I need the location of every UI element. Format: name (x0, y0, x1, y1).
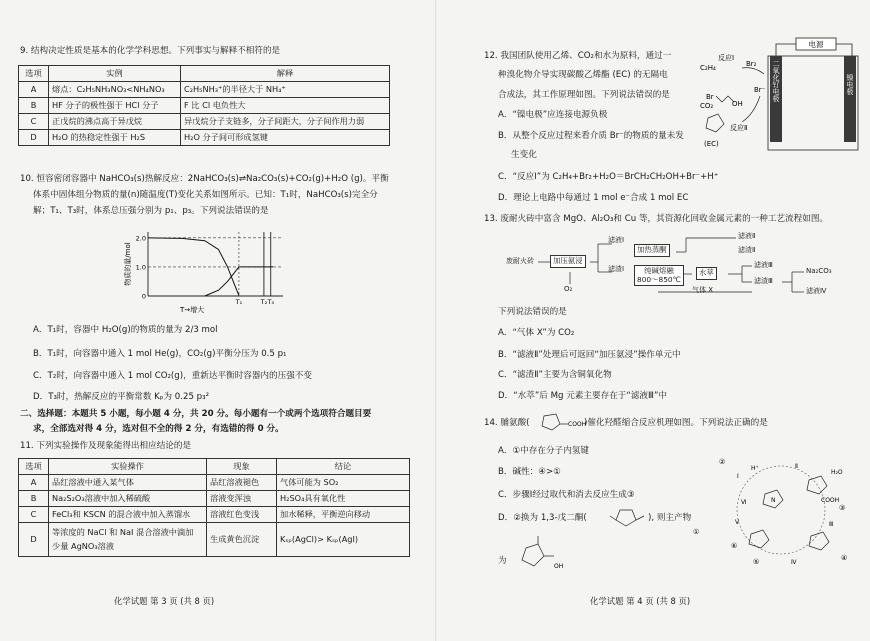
q10-option-c: C．T₂时，向容器中通入 1 mol CO₂(g)，重新达平衡时容器内的压强不变 (33, 371, 312, 381)
mech-step-3: Ⅲ (829, 521, 834, 528)
q12-option-b-cont: 生变化 (511, 150, 537, 160)
q12-diagram (698, 34, 866, 154)
footer-page4: 化学试题 第 4 页 (共 8 页) (590, 595, 691, 606)
q10-option-d: D．T₃时，热解反应的平衡常数 Kₚ为 0.25 p₃² (33, 392, 210, 402)
q11-conclusion: H₂SO₄具有氧化性 (277, 491, 410, 507)
q14-stem-post: )催化羟醛缩合反应机理如图。下列说法正确的是 (584, 418, 768, 428)
brminus-label: Br⁻ (754, 86, 766, 94)
q14-option-a: A．①中存在分子内氢键 (498, 446, 589, 456)
q12-line3: 合成法，其工作原理如图。下列说法错误的是 (498, 90, 670, 100)
q11-col-option: 选项 (19, 459, 49, 475)
mech-step-5: Ⅴ (735, 519, 740, 526)
q14-option-b: B．碱性：④>① (498, 467, 561, 477)
right-page (435, 0, 870, 641)
q9-col-explain: 解释 (181, 66, 390, 82)
q11-operation: 品红溶液中通入某气体 (49, 475, 207, 491)
mech-hplus: H⁺ (751, 465, 759, 472)
proline-cooh: COOH (568, 421, 587, 428)
arrow-br-return (742, 96, 760, 122)
y-axis-label: 物质的量/mol (124, 242, 132, 286)
q12-option-c: C．“反应Ⅰ”为 C₂H₄+Br₂+H₂O＝BrCH₂CH₂OH+Br⁻+H⁺ (498, 172, 719, 182)
section2-line2: 求，全部选对得 4 分，选对但不全的得 2 分，有选错的得 0 分。 (33, 424, 284, 434)
oh-label: OH (732, 100, 743, 108)
q14-option-d-product: 为 (498, 556, 507, 566)
table-row (19, 491, 410, 507)
x-marker-label: T₂ (260, 298, 268, 306)
flow-filtrate1: 滤液Ⅰ (608, 236, 625, 244)
q13-lead: 下列说法错误的是 (498, 307, 567, 317)
q12-option-a: A．“镍电极”应连接电源负极 (498, 110, 608, 120)
q11-conclusion: 加水稀释，平衡逆向移动 (277, 507, 410, 523)
q13-option-b: B．“滤液Ⅱ”处理后可返回“加压氨浸”操作单元中 (498, 350, 681, 360)
q12-option-d: D．理论上电路中每通过 1 mol e⁻合成 1 mol EC (498, 193, 689, 203)
q13-option-c: C．“滤渣Ⅱ”主要为含铜氧化物 (498, 370, 612, 380)
flow-residue2: 滤渣Ⅱ (738, 246, 756, 254)
q10-chart (118, 226, 288, 318)
mech-cooh1: COOH (821, 497, 840, 504)
c2h4-label: C₂H₄ (700, 64, 716, 72)
q10-line1: 10. 恒容密闭容器中 NaHCO₃(s)热解反应：2NaHCO₃(s)⇌Na₂CO₃(s)+CO₂(g)+H₂O (g)。平衡 (20, 174, 389, 184)
flow-filtrate3: 滤液Ⅲ (754, 261, 773, 269)
q11-opt: A (19, 475, 49, 491)
mech-4: ④ (841, 554, 848, 562)
q9-explain: 异戊烷分子支链多，分子间距大，分子间作用力弱 (181, 114, 390, 130)
q11-phenomenon: 溶液变浑浊 (207, 491, 277, 507)
x-axis-label: T→增大 (180, 306, 205, 314)
q11-phenomenon: 生成黄色沉淀 (207, 523, 277, 557)
mech-5: ⑤ (753, 558, 760, 566)
q9-opt: D (19, 130, 49, 146)
q9-example: H₂O 的热稳定性强于 H₂S (49, 130, 181, 146)
table-row (19, 523, 410, 557)
q9-example: HF 分子的极性强于 HCl 分子 (49, 98, 181, 114)
x-marker-label: T₁ (235, 298, 243, 306)
q11-col-conclusion: 结论 (277, 459, 410, 475)
q13-stem: 13. 废耐火砖中富含 MgO、Al₂O₃和 Cu 等，其资源化回收金属元素的一种工艺流程如图。 (484, 214, 829, 224)
mech-step-6: Ⅵ (741, 499, 747, 506)
wire-right (836, 44, 852, 56)
mech-6: ⑥ (731, 542, 738, 550)
flow-residue1: 滤渣Ⅰ (608, 265, 625, 273)
mech-1: ① (693, 528, 700, 536)
q9-example: 熔点：C₂H₅NH₃NO₃<NH₄NO₃ (49, 82, 181, 98)
electrode-ni-label: 镍电极 (846, 74, 854, 95)
q11-operation: FeCl₃和 KSCN 的混合液中加入蒸馏水 (49, 507, 207, 523)
q9-col-example: 实例 (49, 66, 181, 82)
flow-start: 废耐火砖 (506, 257, 534, 265)
q11-opt: B (19, 491, 49, 507)
q10-line2: 体系中固体组分物质的量(n)随温度(T)变化关系如图所示。已知：T₁时，NaHCO₃(s)完全分 (33, 190, 378, 200)
flow-filtrate2: 滤液Ⅱ (738, 232, 756, 240)
flow-step-water: 水萃 (696, 267, 717, 280)
mech-step-4: Ⅳ (791, 559, 797, 566)
mech-3: ③ (839, 504, 846, 512)
flow-step-heat: 加热蒸酮 (634, 244, 670, 257)
q9-explain: H₂O 分子间可形成氢键 (181, 130, 390, 146)
flow-gas-x: 气体 X (692, 286, 714, 294)
flow-step-ammonia-leach: 加压氨浸 (550, 255, 586, 268)
flow-residue3: 滤渣Ⅲ (754, 277, 773, 285)
q9-col-option: 选项 (19, 66, 49, 82)
q9-table (18, 65, 390, 146)
q10-option-b: B．T₁时，向容器中通入 1 mol He(g)，CO₂(g)平衡分压为 0.5 p₁ (33, 349, 287, 359)
q9-header-row (19, 66, 390, 82)
arrow-br2 (742, 68, 764, 74)
co2-label: CO₂ (700, 102, 714, 110)
q10-option-a: A．T₁时，容器中 H₂O(g)的物质的量为 2/3 mol (33, 325, 218, 335)
table-row (19, 114, 390, 130)
q12-line2: 种溴化物介导实现碳酸乙烯酯 (EC) 的无隔电 (498, 70, 668, 80)
mech-n1: N (771, 497, 776, 504)
q11-operation-line1: 等浓度的 NaCl 和 NaI 混合溶液中滴加 (52, 527, 194, 538)
pentanedione-structure (606, 506, 650, 530)
q14-option-d: D．②换为 1,3-戊二酮( (498, 513, 587, 523)
q11-conclusion: 气体可能为 SO₂ (277, 475, 410, 491)
q9-opt: B (19, 98, 49, 114)
q9-stem: 9. 结构决定性质是基本的化学学科思想。下列事实与解释不相符的是 (20, 46, 281, 56)
y-tick-label: 2.0 (135, 234, 146, 243)
flow-step-soda (634, 265, 684, 286)
x-marker-label: T₃ (267, 298, 275, 306)
br2-label: Br₂ (746, 60, 757, 68)
q11-conclusion: Kₛₚ(AgCl)> Kₛₚ(AgI) (277, 523, 410, 557)
flow-na2co3: Na₂CO₃ (806, 267, 832, 275)
br-label: Br (706, 93, 714, 101)
flow-o2: O₂ (564, 285, 573, 293)
q9-example: 正戊烷的沸点高于异戊烷 (49, 114, 181, 130)
wire-left (776, 44, 796, 56)
q14-mechanism (691, 440, 866, 580)
q12-line1: 12. 我国团队使用乙烯、CO₂和水为原料，通过一 (484, 51, 672, 61)
q11-opt: D (19, 523, 49, 557)
table-row (19, 82, 390, 98)
q11-col-operation: 实验操作 (49, 459, 207, 475)
reaction2-label: 反应Ⅱ (730, 124, 748, 132)
q9-explain: C₂H₅NH₃⁺的半径大于 NH₄⁺ (181, 82, 390, 98)
mech-step-2: Ⅱ (795, 463, 798, 470)
reaction1-label: 反应Ⅰ (718, 54, 735, 62)
ec-label: (EC) (704, 140, 719, 148)
q10-line3: 解；T₁、T₃时，体系总压强分别为 p₁、p₃。下列说法错误的是 (33, 206, 269, 216)
ring-4 (809, 532, 829, 550)
table-row (19, 507, 410, 523)
q14-option-d-cont: ), 则主产物 (648, 513, 692, 523)
table-row (19, 130, 390, 146)
electrode-ruo2-label: 二氧化钌电极 (772, 60, 780, 102)
table-row (19, 475, 410, 491)
q11-operation (49, 523, 207, 557)
mech-step-1: Ⅰ (737, 473, 739, 480)
q14-option-c: C．步骤Ⅰ经过取代和消去反应生成③ (498, 490, 635, 500)
q13-option-d: D．“水萃”后 Mg 元素主要存在于“滤液Ⅲ”中 (498, 391, 667, 401)
footer-page3: 化学试题 第 3 页 (共 8 页) (114, 595, 215, 606)
q9-opt: C (19, 114, 49, 130)
mech-h2o: H₂O (831, 469, 843, 476)
q9-opt: A (19, 82, 49, 98)
power-label: 电源 (808, 40, 824, 49)
q11-phenomenon: 溶液红色变浅 (207, 507, 277, 523)
y-tick-label: 0 (141, 292, 146, 301)
q9-explain: F 比 Cl 电负性大 (181, 98, 390, 114)
electrode-ni (844, 56, 856, 142)
q11-operation-line2: 少量 AgNO₃溶液 (52, 540, 115, 551)
ec-ring (706, 114, 724, 132)
q11-opt: C (19, 507, 49, 523)
q14-product-structure (516, 534, 566, 580)
product-oh: OH (554, 563, 564, 570)
ring-3 (749, 530, 769, 548)
q11-table (18, 458, 410, 557)
section2-line1: 二、选择题：本题共 5 小题，每小题 4 分，共 20 分。每小题有一个或两个选项符合题目要 (20, 409, 372, 419)
q13-flowchart (506, 232, 856, 300)
q13-option-a: A．“气体 X”为 CO₂ (498, 328, 575, 338)
table-row (19, 98, 390, 114)
q12-option-b: B．从整个反应过程来看介质 Br⁻的物质的量未发 (498, 131, 684, 141)
q11-col-phenomenon: 现象 (207, 459, 277, 475)
proline-structure (540, 410, 587, 434)
flow-temp-label: 800～850℃ (637, 274, 681, 284)
q11-stem: 11. 下列实验操作及现象能得出相应结论的是 (20, 441, 192, 451)
q14-stem-pre: 14. 脯氨酸( (484, 418, 530, 428)
q11-header-row (19, 459, 410, 475)
mech-2: ② (719, 458, 726, 466)
q11-phenomenon: 品红溶液褪色 (207, 475, 277, 491)
flow-filtrate4: 滤液Ⅳ (806, 287, 827, 295)
q11-operation: Na₂S₂O₃溶液中加入稀硫酸 (49, 491, 207, 507)
flow-soda-label: 纯碱熔融 (644, 266, 674, 275)
y-tick-label: 1.0 (135, 263, 146, 272)
